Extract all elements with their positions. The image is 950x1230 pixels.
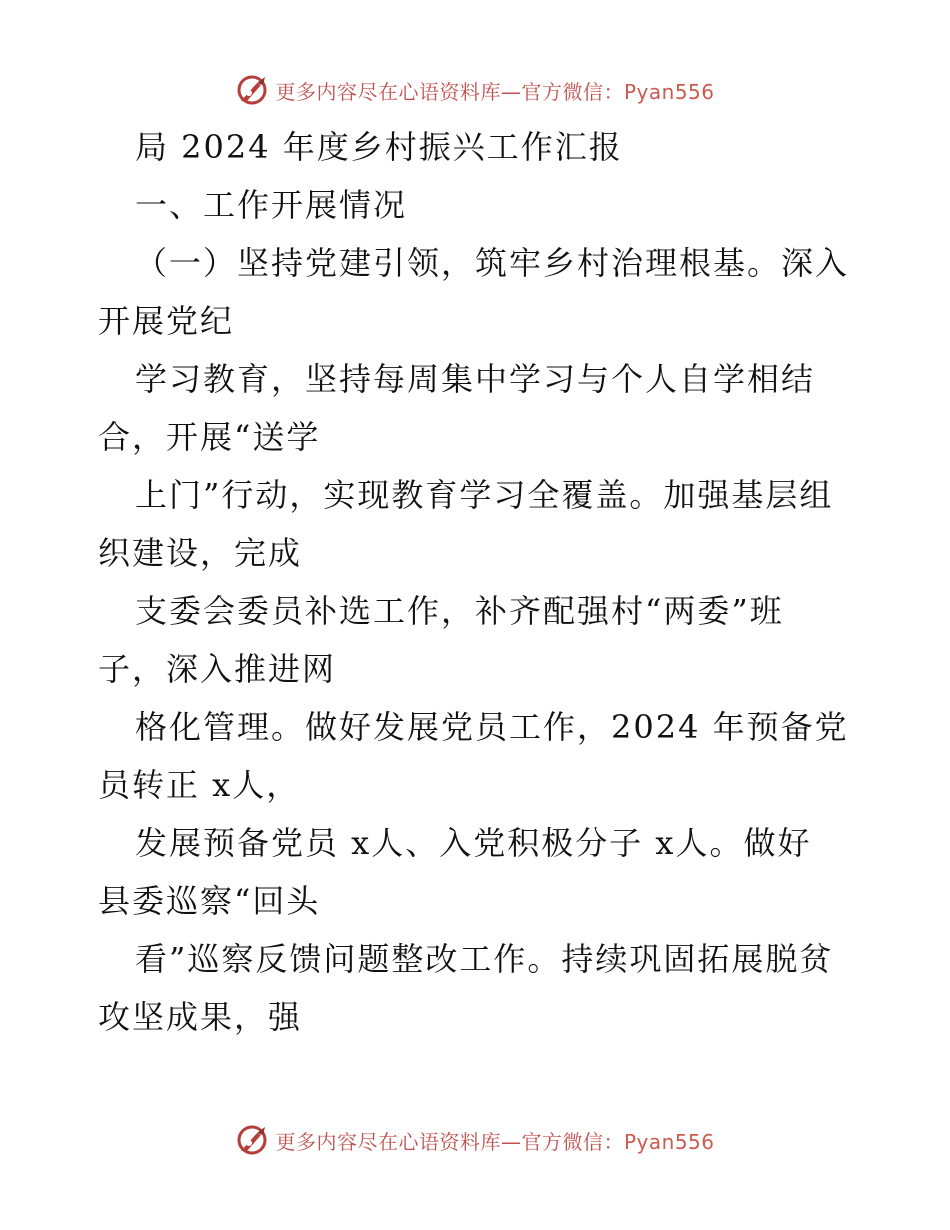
banner-label: 更多内容尽在心语资料库—官方微信： — [275, 79, 624, 104]
section-heading: 一、工作开展情况 — [135, 186, 408, 224]
wechat-id: Pyan556 — [623, 1129, 715, 1154]
paragraph-line: 员转正 x人， — [98, 766, 301, 804]
quill-pen-seal-icon — [235, 73, 269, 107]
paragraph-line: 学习教育，坚持每周集中学习与个人自学相结 — [135, 360, 816, 398]
footer-banner — [0, 1120, 950, 1160]
paragraph-line: 子，深入推进网 — [98, 650, 337, 688]
paragraph-line: 格化管理。做好发展党员工作，2024 年预备党 — [135, 708, 849, 746]
wechat-id: Pyan556 — [623, 79, 715, 104]
banner-text — [275, 1126, 714, 1155]
paragraph-line: 发展预备党员 x人、入党积极分子 x人。做好 — [135, 824, 812, 862]
doc-title: 局 2024 年度乡村振兴工作汇报 — [135, 128, 623, 166]
paragraph-line: （一）坚持党建引领，筑牢乡村治理根基。深入 — [135, 244, 850, 282]
paragraph-line: 织建设，完成 — [98, 534, 303, 572]
paragraph-line: 攻坚成果，强 — [98, 998, 303, 1036]
paragraph-line: 县委巡察“回头 — [98, 882, 321, 920]
paragraph-line: 开展党纪 — [98, 302, 235, 340]
banner-text — [275, 76, 714, 105]
banner-label: 更多内容尽在心语资料库—官方微信： — [275, 1129, 624, 1154]
document-body — [98, 118, 858, 1046]
paragraph-line: 上门”行动，实现教育学习全覆盖。加强基层组 — [135, 476, 834, 514]
paragraph-line: 看”巡察反馈问题整改工作。持续巩固拓展脱贫 — [135, 940, 834, 978]
paragraph-line: 合，开展“送学 — [98, 418, 321, 456]
quill-pen-seal-icon — [235, 1123, 269, 1157]
header-banner — [0, 70, 950, 110]
paragraph-line: 支委会委员补选工作，补齐配强村“两委”班 — [135, 592, 784, 630]
